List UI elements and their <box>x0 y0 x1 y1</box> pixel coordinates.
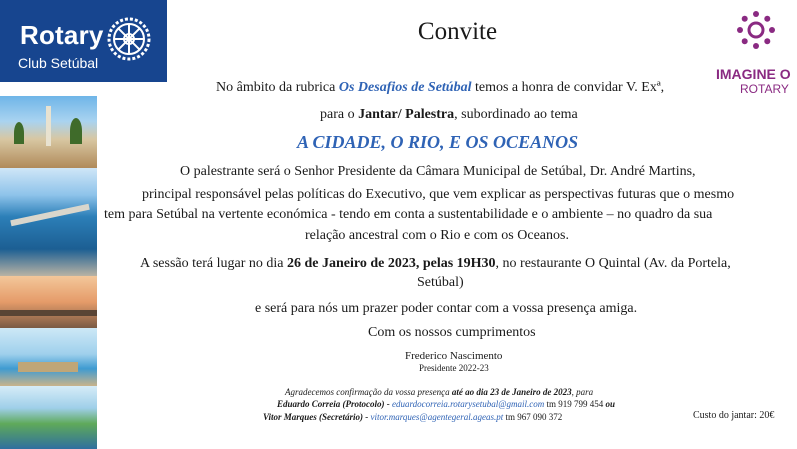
session-post: , no restaurante O Quintal (Av. da Portela, <box>495 256 731 271</box>
session-line-2: Setúbal) <box>417 275 464 290</box>
paragraph-line-2: tem para Setúbal na vertente económica - tendo em conta a sustentabilidade e o ambiente – no quadro da sua <box>104 207 713 222</box>
imagine-rotary-logo <box>712 10 797 100</box>
rotary-club-logo <box>0 0 167 82</box>
session-datetime: 26 de Janeiro de 2023, pelas 19H30 <box>286 256 496 271</box>
port-sunset-photo <box>0 276 97 328</box>
logo-club-text: Club Setúbal <box>18 55 99 71</box>
confirm-pre: Agradecemos confirmação da vossa presença <box>285 387 452 397</box>
contact-eduardo-email[interactable]: eduardocorreia.rotarysetubal@gmail.com <box>392 399 545 409</box>
signature-name: Frederico Nascimento <box>405 350 503 362</box>
regards-line: Com os nossos cumprimentos <box>368 325 536 340</box>
intro-pre: No âmbito da rubrica <box>216 80 339 95</box>
footer-contact-eduardo <box>277 399 615 409</box>
city-square-photo <box>0 96 97 168</box>
pleasure-line: e será para nós um prazer poder contar com a vossa presença amiga. <box>255 301 638 316</box>
setubal-photo-strip <box>0 96 97 449</box>
contact-eduardo-name: Eduardo Correia (Protocolo) - <box>277 399 390 409</box>
contact-eduardo-phone: tm 919 799 454 <box>546 399 604 409</box>
bay-aerial-photo <box>0 168 97 276</box>
theme-title: A CIDADE, O RIO, E OS OCEANOS <box>297 132 579 152</box>
imagine-text: IMAGINE O <box>716 66 791 82</box>
paragraph-line-3: relação ancestral com o Rio e com os Oceanos. <box>305 228 569 243</box>
invite-post: , subordinado ao tema <box>454 107 578 122</box>
session-pre: A sessão terá lugar no dia <box>140 256 287 271</box>
contact-or: ou <box>605 399 616 409</box>
contact-vitor-name: Vitor Marques (Secretário) - <box>263 412 369 422</box>
session-line <box>140 256 731 272</box>
fortress-photo <box>0 328 97 386</box>
intro-post: temos a honra de convidar V. Exª, <box>471 80 665 95</box>
footer-confirm-line <box>285 387 593 397</box>
dinner-cost: Custo do jantar: 20€ <box>693 410 775 421</box>
signature-role: Presidente 2022-23 <box>419 363 489 373</box>
confirm-post: , para <box>571 387 594 397</box>
logo-rotary-text: Rotary <box>20 20 104 50</box>
contact-vitor-email[interactable]: vitor.marques@agentegeral.ageas.pt <box>370 412 504 422</box>
coastline-photo <box>0 386 97 449</box>
event-type: Jantar/ Palestra <box>358 107 455 122</box>
footer-contact-vitor <box>263 412 562 422</box>
rotary-wheel-icon <box>106 16 152 62</box>
imagine-flower-icon <box>736 10 776 50</box>
invite-pre: para o <box>320 107 359 122</box>
intro-line <box>216 80 664 96</box>
paragraph-line-1: principal responsável pelas políticas do Executivo, que vem explicar as perspectivas futuras que o mesmo <box>142 187 735 202</box>
rubric-name: Os Desafios de Setúbal <box>338 80 472 95</box>
confirm-deadline: até ao dia 23 de Janeiro de 2023 <box>451 387 572 397</box>
imagine-rotary-text: ROTARY <box>740 82 789 96</box>
invitation-title: Convite <box>417 18 498 45</box>
invite-line <box>320 107 578 123</box>
speaker-line: O palestrante será o Senhor Presidente da Câmara Municipal de Setúbal, Dr. André Martins, <box>180 164 696 179</box>
contact-vitor-phone: tm 967 090 372 <box>505 412 563 422</box>
